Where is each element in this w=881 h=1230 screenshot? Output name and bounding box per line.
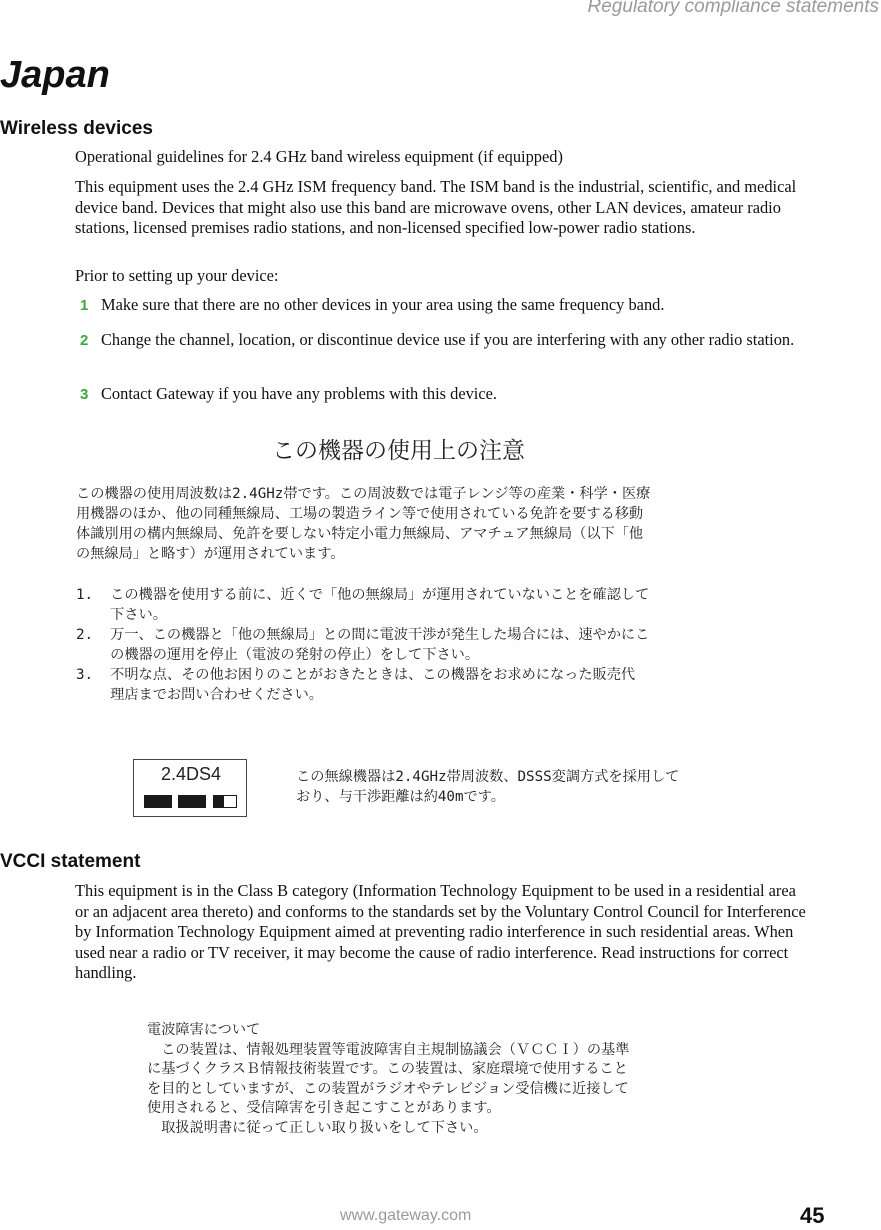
jp-notice-body: [76, 484, 650, 564]
frequency-label-graphic: [133, 759, 247, 817]
step-text: Change the channel, location, or discontinue device use if you are interfering with any other radio station.: [101, 330, 795, 349]
page-number: 45: [800, 1203, 825, 1228]
step-number: 2: [80, 332, 89, 349]
label-bar-1: [144, 795, 172, 808]
step-number: 3: [80, 386, 89, 403]
label-bar-3: [213, 795, 237, 808]
prior-text: Prior to setting up your device:: [75, 266, 279, 285]
jp-notice-line: 体識別用の構内無線局、免許を要しない特定小電力無線局、アマチュア無線局（以下「他: [76, 526, 644, 542]
wireless-body-text: This equipment uses the 2.4 GHz ISM frequency band. The ISM band is the industrial, scientific, and medical device band. Devices that might also use this band are microwave ovens, other LAN devices, amateur radio stations, licensed premises radio stations, and non-licensed specified low-power radio stations.: [75, 177, 797, 237]
footer-url: www.gateway.com: [340, 1207, 472, 1224]
vcci-jp-text: 電波障害について この装置は、情報処理装置等電波障害自主規制協議会（ＶＣＣＩ）の基準 に基づくクラスＢ情報技術装置です。この装置は、家庭環境で使用すること を目的としていますが、この装置がラジオやテレビジョン受信機に近接して 使用されると、受信障害を引き起こすことがあります。 取扱説明書に従って正しい取り扱いをして下さい。: [147, 1022, 630, 1136]
jp-notice-item: 1. この機器を使用する前に、近くで「他の無線局」が運用されていないことを確認して 下さい。: [76, 587, 650, 623]
jp-notice-line: この機器の使用周波数は2.4GHz帯です。この周波数では電子レンジ等の産業・科学・医療: [76, 486, 651, 502]
step-text: Make sure that there are no other devices in your area using the same frequency band.: [101, 295, 665, 314]
section-heading-wireless: Wireless devices: [0, 118, 153, 139]
jp-notice-item: 2. 万一、この機器と「他の無線局」との間に電波干渉が発生した場合には、速やかにこ の機器の運用を停止（電波の発射の停止）をして下さい。: [76, 627, 650, 663]
label-description: この無線機器は2.4GHz帯周波数、DSSS変調方式を採用して おり、与干渉距離は約40mです。: [296, 769, 680, 805]
page-title: Japan: [0, 54, 110, 96]
step-number: 1: [80, 297, 89, 314]
guidelines-text: Operational guidelines for 2.4 GHz band wireless equipment (if equipped): [75, 147, 563, 166]
label-code: 2.4DS4: [160, 764, 222, 784]
jp-notice-item: 3. 不明な点、その他お困りのことがおきたときは、この機器をお求めになった販売代 理店までお問い合わせください。: [76, 667, 636, 703]
jp-notice-items: [76, 585, 649, 705]
section-heading-vcci: VCCI statement: [0, 851, 141, 872]
vcci-body-text: This equipment is in the Class B category (Information Technology Equipment to be used in a residential area or an adjacent area thereto) and conforms to the standards set by the Voluntary Control Council for Interference by Information Technology Equipment aimed at preventing radio interference in such residential areas. When used near a radio or TV receiver, it may become the cause of radio interference. Read instructions for correct handling.: [75, 881, 806, 982]
jp-notice-title: この機器の使用上の注意: [272, 438, 525, 464]
jp-notice-line: 用機器のほか、他の同種無線局、工場の製造ライン等で使用されている免許を要する移動: [76, 506, 644, 522]
step-text: Contact Gateway if you have any problems with this device.: [101, 384, 498, 403]
running-header: Regulatory compliance statements: [587, 0, 879, 17]
jp-notice-line: の無線局」と略す）が運用されています。: [76, 546, 345, 562]
label-bar-2: [178, 795, 206, 808]
